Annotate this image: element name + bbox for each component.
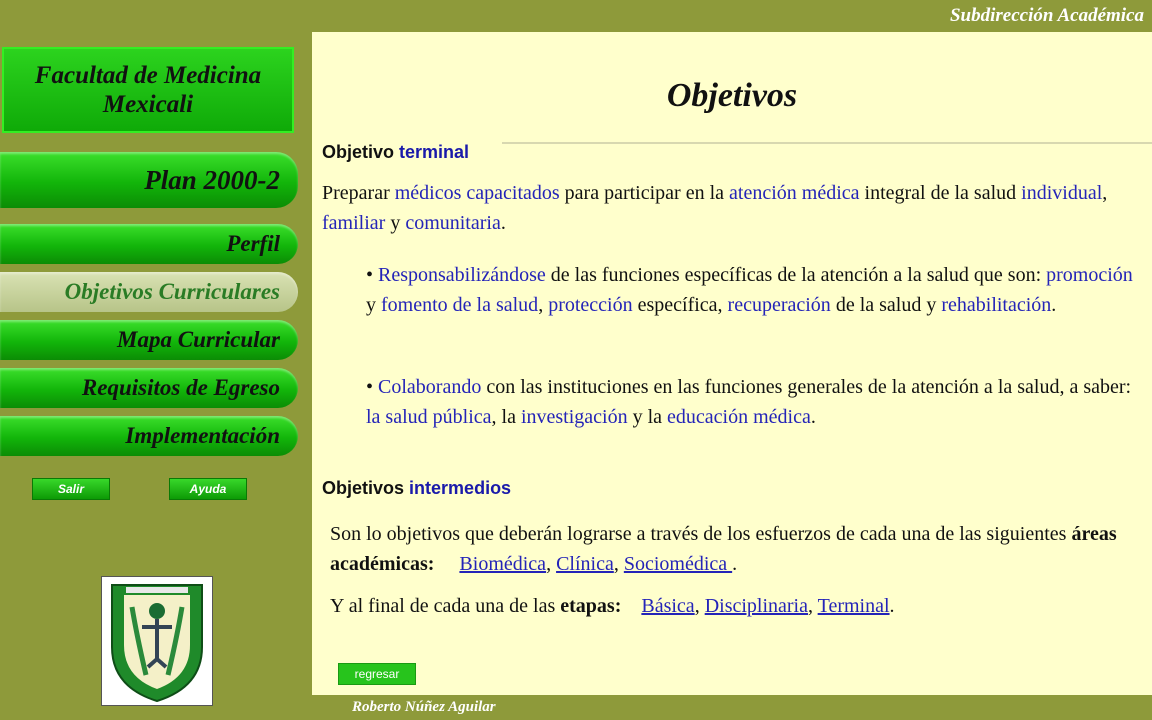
nav-label: Mapa Curricular: [117, 327, 280, 352]
text: , la: [491, 406, 521, 428]
text: de las funciones específicas de la atención a la salud que son:: [545, 264, 1047, 286]
spacer: [434, 553, 459, 575]
keyword: fomento de la salud: [381, 294, 539, 316]
keyword: individual: [1021, 182, 1103, 204]
nav-objetivos-curriculares[interactable]: [0, 272, 298, 312]
ayuda-button[interactable]: Ayuda: [169, 478, 247, 500]
link-sociomedica[interactable]: Sociomédica: [623, 553, 733, 575]
text: integral de la salud: [859, 182, 1022, 204]
nav-perfil[interactable]: [0, 224, 298, 264]
nav-requisitos-egreso[interactable]: [0, 368, 298, 408]
strong-text: etapas:: [560, 595, 622, 617]
sidebar: [0, 0, 312, 720]
nav-label: Implementación: [125, 423, 280, 448]
keyword: recuperación: [727, 294, 831, 316]
keyword: atención médica: [729, 182, 860, 204]
main-content: [312, 32, 1152, 695]
text: específica,: [632, 294, 728, 316]
terminal-heading: [322, 142, 469, 163]
top-header-bar: [312, 0, 1152, 32]
keyword: protección: [548, 294, 633, 316]
heading-text: Objetivo: [322, 142, 395, 162]
heading-highlight: terminal: [399, 142, 470, 162]
page-title: Objetivos: [666, 77, 798, 114]
text: Son lo objetivos que deberán lograrse a través de los esfuerzos de cada una de las siguientes: [330, 523, 1072, 545]
campus-name: Mexicali: [102, 91, 194, 118]
text: y la: [627, 406, 668, 428]
faculty-title-box: [2, 47, 294, 133]
text: y: [385, 212, 406, 234]
nav-plan-2000-2[interactable]: [0, 152, 298, 208]
bullet-mark: •: [366, 264, 379, 286]
text: de la salud y: [830, 294, 942, 316]
header-title: Subdirección Académica: [949, 5, 1144, 26]
keyword: rehabilitación: [941, 294, 1052, 316]
keyword: educación médica: [667, 406, 811, 428]
keyword: médicos capacitados: [394, 182, 560, 204]
text: con las instituciones en las funciones generales de la atención a la salud, a saber:: [481, 376, 1132, 398]
nav-label: Perfil: [226, 231, 280, 256]
heading-text: Objetivos: [322, 478, 405, 498]
keyword: Responsabilizándose: [378, 264, 546, 286]
intermedios-paragraph-areas: Son lo objetivos que deberán lograrse a través de los esfuerzos de cada una de las siguientes áreas académicas: Biomédica, Clínica, Sociomédica .: [330, 523, 1117, 575]
link-basica[interactable]: Básica: [641, 595, 695, 617]
nav-label: Requisitos de Egreso: [81, 375, 280, 400]
nav-label: Plan 2000-2: [144, 164, 280, 195]
intermedios-heading: [322, 478, 511, 499]
link-disciplinaria[interactable]: Disciplinaria: [704, 595, 808, 617]
text: y: [366, 294, 381, 316]
text: .: [810, 406, 816, 428]
text: Preparar: [322, 182, 395, 204]
heading-highlight: intermedios: [409, 478, 512, 498]
text: Y al final de cada una de las: [330, 595, 561, 617]
salir-button[interactable]: Salir: [32, 478, 110, 500]
text: para participar en la: [559, 182, 730, 204]
link-biomedica[interactable]: Biomédica: [459, 553, 547, 575]
terminal-bullet-1: [366, 260, 1144, 320]
terminal-bullet-2: [366, 372, 1144, 432]
keyword: comunitaria: [405, 212, 501, 234]
text: .: [1051, 294, 1057, 316]
terminal-paragraph: [322, 178, 1144, 238]
title-divider: [502, 142, 1152, 144]
text: ,: [1102, 182, 1108, 204]
faculty-name: Facultad de Medicina: [34, 62, 262, 89]
text: ,: [538, 294, 549, 316]
text: .: [500, 212, 506, 234]
nav-implementacion[interactable]: [0, 416, 298, 456]
spacer: [621, 595, 641, 617]
link-clinica[interactable]: Clínica: [556, 553, 614, 575]
bullet-mark: •: [366, 376, 379, 398]
keyword: familiar: [322, 212, 386, 234]
nav-label: Objetivos Curriculares: [64, 279, 280, 304]
intermedios-paragraph-etapas: Y al final de cada una de las etapas: Básica, Disciplinaria, Terminal.: [330, 595, 895, 617]
strong-text: áreas académicas:: [330, 523, 1117, 575]
keyword: investigación: [520, 406, 628, 428]
nav-mapa-curricular[interactable]: [0, 320, 298, 360]
author-name: Roberto Núñez Aguilar: [352, 699, 496, 715]
link-terminal[interactable]: Terminal: [817, 595, 890, 617]
regresar-button[interactable]: regresar: [338, 663, 416, 685]
keyword: promoción: [1046, 264, 1133, 286]
keyword: la salud pública: [366, 406, 492, 428]
university-seal-logo: [101, 576, 213, 706]
keyword: Colaborando: [378, 376, 482, 398]
footer-bar: [312, 695, 1152, 720]
